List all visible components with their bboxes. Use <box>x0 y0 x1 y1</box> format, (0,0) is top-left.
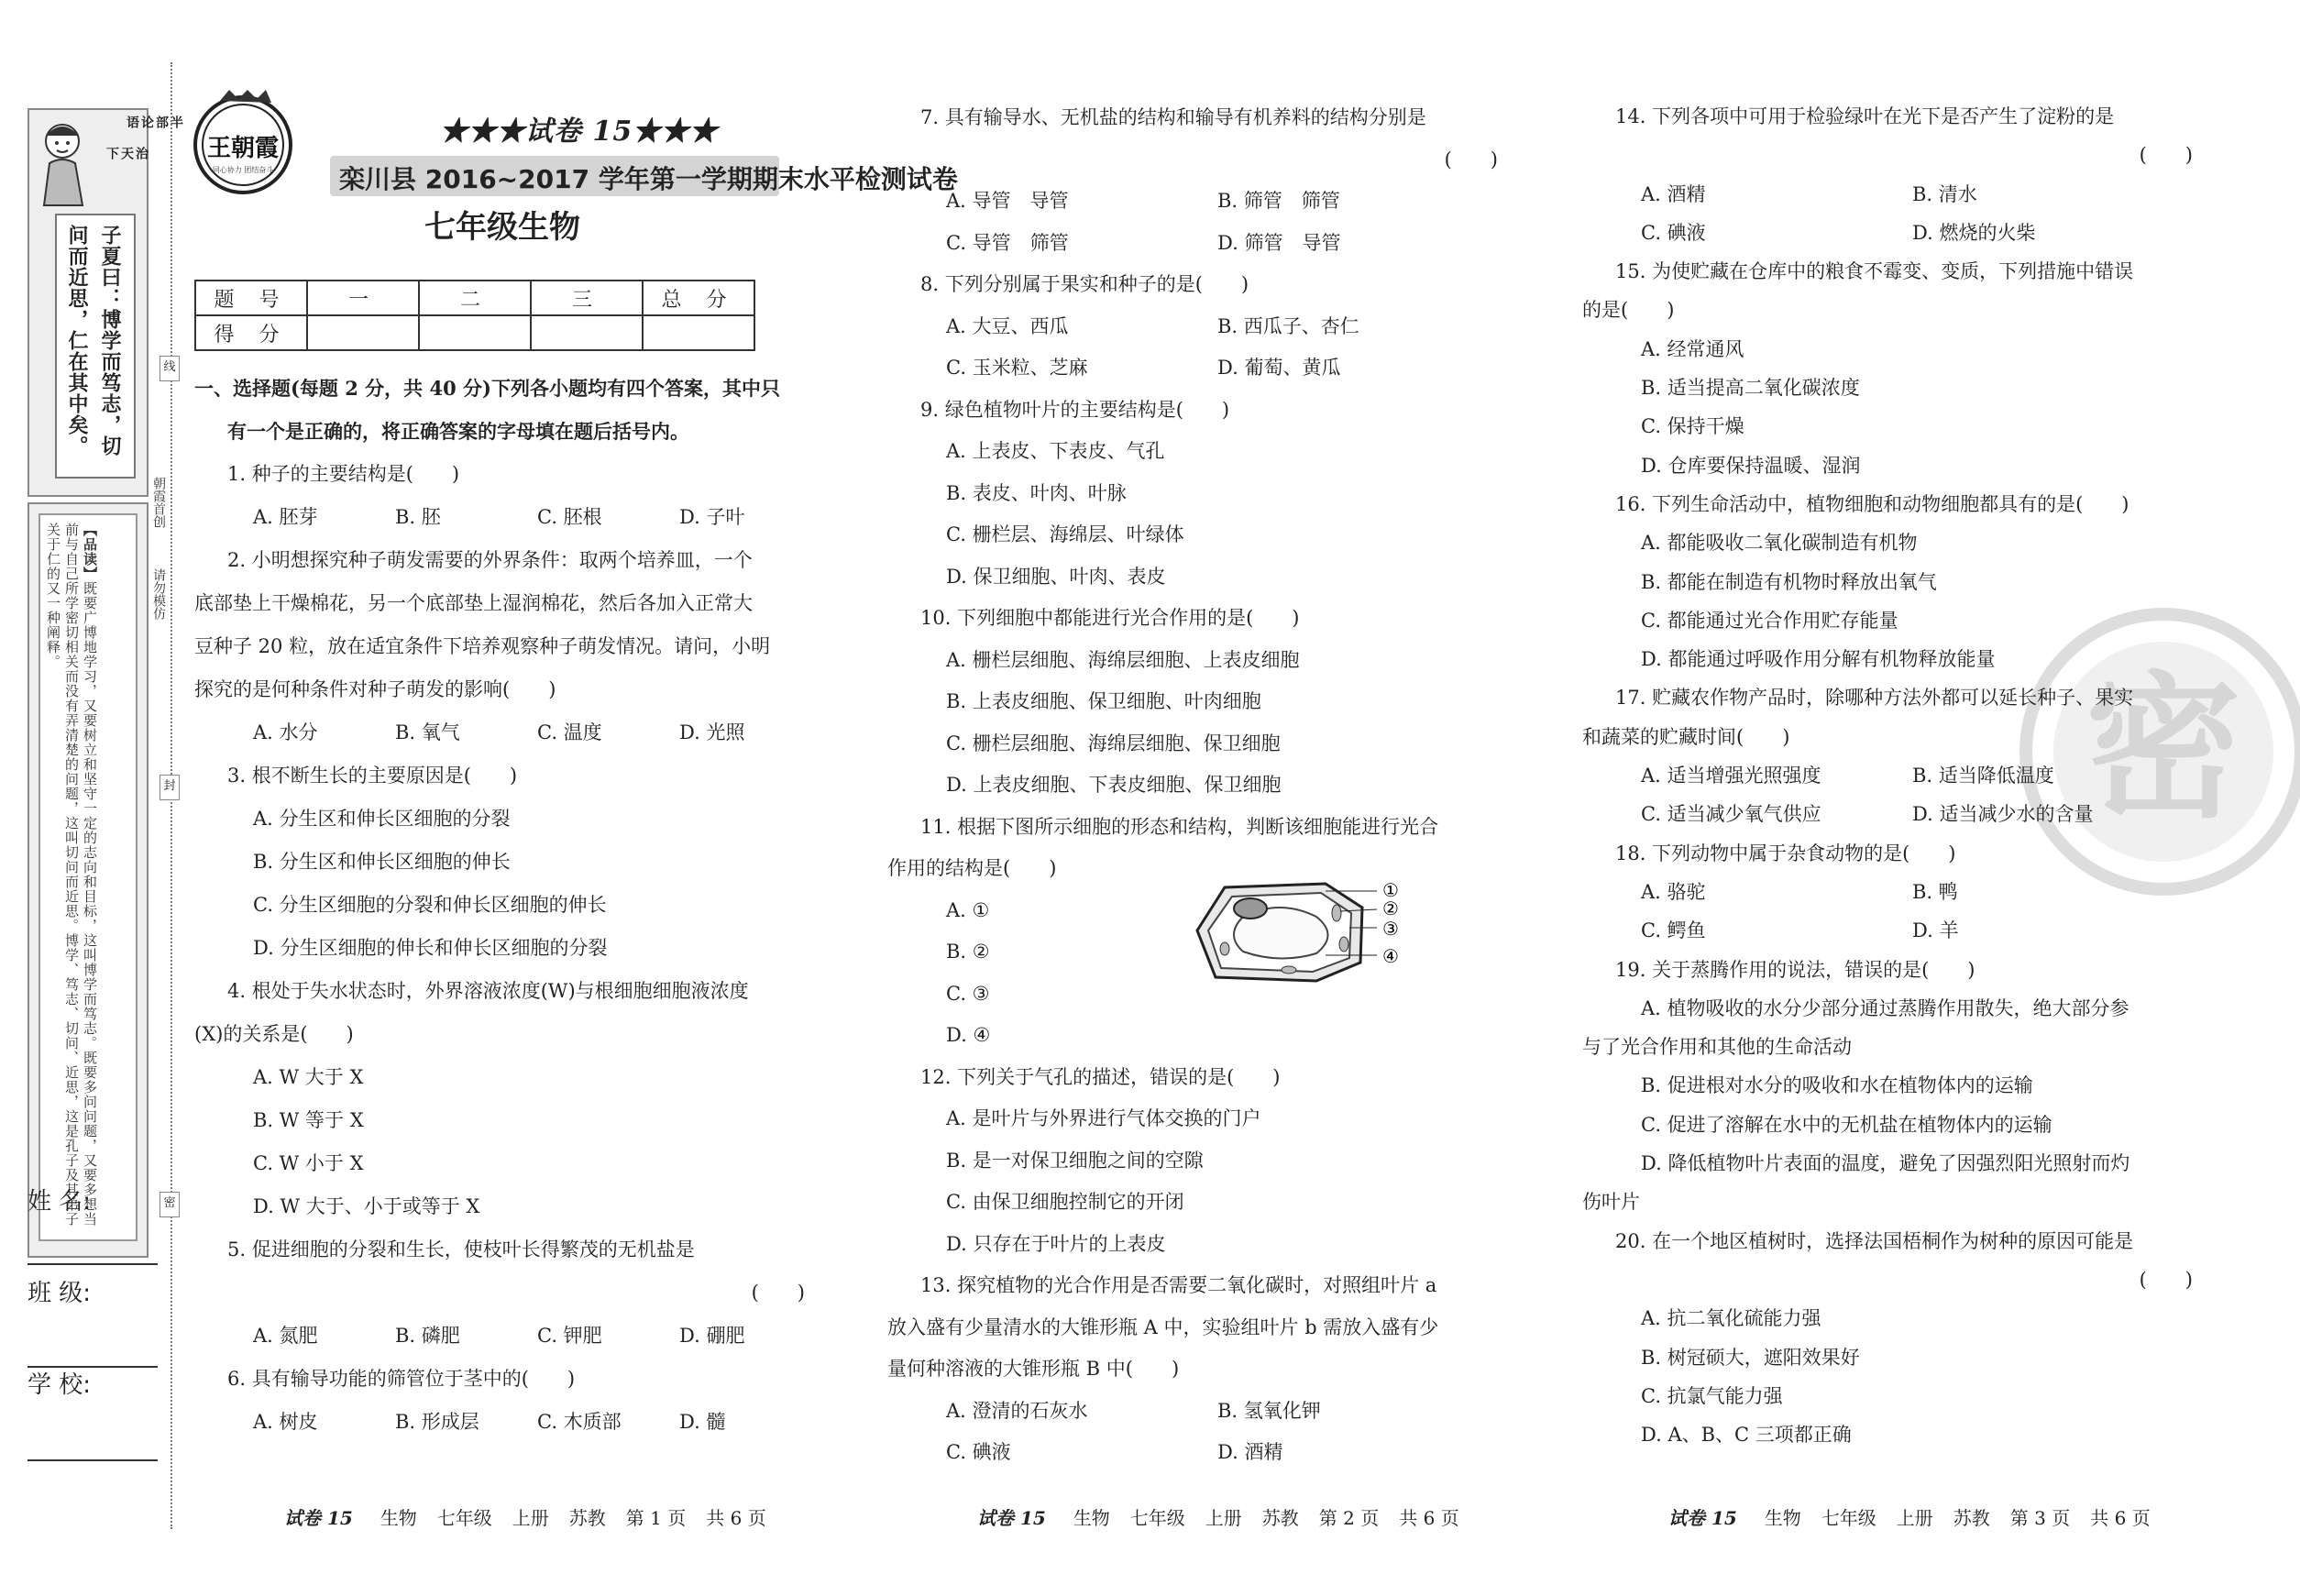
option[interactable]: B. 适当提高二氧化碳浓度 <box>1641 377 1860 400</box>
option[interactable]: D. ④ <box>946 1024 991 1046</box>
option[interactable]: A. 抗二氧化硫能力强 <box>1641 1307 1821 1330</box>
footer-item: 七年级 <box>1821 1507 1876 1529</box>
option[interactable]: D. 髓 <box>679 1411 726 1433</box>
student-info-form <box>28 1183 165 1458</box>
question-20: 20. 在一个地区植树时，选择法国梧桐作为树种的原因可能是 <box>1615 1229 2134 1252</box>
option[interactable]: A. 上表皮、下表皮、气孔 <box>946 440 1165 462</box>
side-note-2: 请勿模仿 <box>151 568 166 620</box>
question-18-options <box>1582 911 2206 950</box>
question-15: 的是( ) <box>1582 299 1675 322</box>
cell-marker-3: ③ <box>1382 918 1399 940</box>
footer-item: 生物 <box>380 1507 417 1529</box>
question-8: 8. 下列分别属于果实和种子的是( ) <box>920 273 1249 295</box>
option[interactable]: A. 都能吸收二氧化碳制造有机物 <box>1641 532 1918 555</box>
question-16: 16. 下列生命活动中，植物细胞和动物细胞都具有的是( ) <box>1615 492 2129 515</box>
option[interactable]: B. W 等于 X <box>253 1109 364 1131</box>
question-15: 15. 为使贮藏在仓库中的粮食不霉变、变质，下列措施中错误 <box>1615 260 2134 283</box>
option[interactable]: C. 适当减少氧气供应 <box>1641 803 1821 826</box>
cut-label-seal: 封 <box>160 775 180 800</box>
question-1: 1. 种子的主要结构是( ) <box>227 463 460 485</box>
question-17-options <box>1582 756 2206 795</box>
cell-marker-1: ① <box>1382 880 1399 901</box>
motto-box <box>55 214 136 479</box>
column-1 <box>194 367 818 1444</box>
question-5-options <box>194 1315 818 1358</box>
section-heading: 一、选择题(每题 2 分，共 40 分)下列各小题均有四个答案，其中只 <box>194 377 780 400</box>
question-12: 12. 下列关于气孔的描述，错误的是( ) <box>920 1065 1281 1088</box>
cut-label-line: 线 <box>160 356 180 381</box>
side-title-2: 治天下 <box>105 147 149 160</box>
option[interactable]: D. 保卫细胞、叶肉、表皮 <box>946 565 1166 588</box>
option[interactable]: B. 形成层 <box>395 1411 479 1433</box>
option[interactable]: B. 是一对保卫细胞之间的空隙 <box>946 1149 1204 1172</box>
option-continued: 伤叶片 <box>1582 1191 1640 1214</box>
question-5: 5. 促进细胞的分裂和生长，使枝叶长得繁茂的无机盐是 <box>227 1238 695 1260</box>
question-7-options <box>887 223 1511 265</box>
option[interactable]: A. 树皮 <box>253 1411 318 1433</box>
footer-item: 共 6 页 <box>2090 1507 2151 1529</box>
logo-subtext: 同心协力 团结奋斗 <box>212 166 274 174</box>
option[interactable]: C. 栅栏层细胞、海绵层细胞、保卫细胞 <box>946 732 1281 754</box>
question-17: 和蔬菜的贮藏时间( ) <box>1582 725 1790 748</box>
option-continued: 与了光合作用和其他的生命活动 <box>1582 1036 1852 1059</box>
question-2: 底部垫上干燥棉花，另一个底部垫上湿润棉花，然后各加入正常大 <box>194 592 753 614</box>
option[interactable]: B. 筛管 筛管 <box>1217 190 1340 212</box>
footer-title: 试卷 15 <box>1668 1507 1737 1529</box>
column-2 <box>887 97 1511 1474</box>
option[interactable]: A. 酒精 <box>1641 182 1706 205</box>
option[interactable]: A. 澄清的石灰水 <box>946 1399 1088 1422</box>
footer-item: 生物 <box>1073 1507 1110 1529</box>
option[interactable]: D. 都能通过呼吸作用分解有机物释放能量 <box>1641 648 1996 671</box>
option[interactable]: B. 氢氧化钾 <box>1217 1399 1321 1422</box>
option[interactable]: D. 降低植物叶片表面的温度，避免了因强烈阳光照射而灼 <box>1641 1152 2130 1175</box>
option[interactable]: C. 碘液 <box>1641 221 1706 244</box>
name-field[interactable] <box>28 1263 158 1265</box>
option[interactable]: C. ③ <box>946 982 990 1005</box>
option[interactable]: D. 适当减少水的含量 <box>1912 803 2094 826</box>
question-17-options <box>1582 795 2206 833</box>
option[interactable]: D. A、B、C 三项都正确 <box>1641 1424 1852 1447</box>
question-9: 9. 绿色植物叶片的主要结构是( ) <box>920 398 1230 421</box>
footer-item: 七年级 <box>436 1507 492 1529</box>
footer-item: 第 2 页 <box>1318 1507 1380 1529</box>
option[interactable]: A. 是叶片与外界进行气体交换的门户 <box>946 1107 1261 1129</box>
question-11: 作用的结构是( ) <box>887 857 1057 879</box>
question-13: 13. 探究植物的光合作用是否需要二氧化碳时，对照组叶片 a <box>920 1274 1437 1296</box>
option[interactable]: B. 磷肥 <box>395 1325 460 1347</box>
option[interactable]: B. 都能在制造有机物时释放出氧气 <box>1641 570 1937 593</box>
option[interactable]: B. 氧气 <box>395 721 460 743</box>
question-2: 豆种子 20 粒，放在适宜条件下培养观察种子萌发情况。请问，小明 <box>194 635 771 657</box>
score-input[interactable] <box>419 315 531 350</box>
option[interactable]: D. 硼肥 <box>679 1325 745 1347</box>
option[interactable]: B. 西瓜子、杏仁 <box>1217 314 1359 337</box>
question-13-options <box>887 1432 1511 1474</box>
question-13-options <box>887 1391 1511 1433</box>
option[interactable]: B. 鸭 <box>1912 880 1958 903</box>
option[interactable]: C. 都能通过光合作用贮存能量 <box>1641 609 1898 632</box>
option[interactable]: A. 骆驼 <box>1641 880 1706 903</box>
footer-item: 上册 <box>1205 1507 1242 1529</box>
footer-item: 第 3 页 <box>2009 1507 2071 1529</box>
footer-title: 试卷 15 <box>977 1507 1046 1529</box>
option[interactable]: A. 栅栏层细胞、海绵层细胞、上表皮细胞 <box>946 648 1300 671</box>
option[interactable]: D. 光照 <box>679 721 745 743</box>
option[interactable]: A. ① <box>946 898 990 921</box>
option[interactable]: B. ② <box>946 941 990 963</box>
question-14-options <box>1582 175 2206 214</box>
cell-marker-2: ② <box>1382 897 1399 919</box>
question-14: 14. 下列各项中可用于检验绿叶在光下是否产生了淀粉的是 <box>1615 105 2115 127</box>
option[interactable]: D. 仓库要保持温暖、湿润 <box>1641 454 1861 477</box>
option[interactable]: D. 筛管 导管 <box>1217 231 1341 254</box>
score-cell: 一 <box>307 281 419 315</box>
option[interactable]: A. 分生区和伸长区细胞的分裂 <box>253 808 511 830</box>
brand-logo <box>189 88 297 196</box>
option[interactable]: C. 鳄鱼 <box>1641 919 1706 942</box>
score-table-row <box>195 315 754 350</box>
question-2: 探究的是何种条件对种子萌发的影响( ) <box>194 678 556 700</box>
score-cell: 三 <box>531 281 643 315</box>
option[interactable]: D. 子叶 <box>679 506 745 528</box>
question-7: 7. 具有输导水、无机盐的结构和输导有机养料的结构分别是 <box>920 106 1426 128</box>
option[interactable]: A. 氮肥 <box>253 1325 318 1347</box>
option[interactable]: C. 导管 筛管 <box>946 231 1069 254</box>
footer-item: 第 1 页 <box>625 1507 687 1529</box>
score-cell: 二 <box>419 281 531 315</box>
option[interactable]: C. 胚根 <box>537 506 602 528</box>
footer-item: 苏教 <box>1953 1507 1990 1529</box>
pindu-box <box>39 513 138 1241</box>
option[interactable]: A. 水分 <box>253 721 318 743</box>
footer-item: 上册 <box>512 1507 549 1529</box>
option[interactable]: D. 燃烧的火柴 <box>1912 221 2036 244</box>
option[interactable]: B. 胚 <box>395 506 441 528</box>
question-3: 3. 根不断生长的主要原因是( ) <box>227 765 518 787</box>
option[interactable]: A. 植物吸收的水分少部分通过蒸腾作用散失，绝大部分参 <box>1641 996 2129 1019</box>
question-4: (X)的关系是( ) <box>194 1023 354 1045</box>
option[interactable]: D. W 大于、小于或等于 X <box>253 1195 480 1217</box>
option[interactable]: D. 分生区细胞的伸长和伸长区细胞的分裂 <box>253 937 608 959</box>
footer-item: 生物 <box>1764 1507 1801 1529</box>
option[interactable]: B. 树冠硕大，遮阳效果好 <box>1641 1346 1860 1369</box>
footer-item: 苏教 <box>568 1507 606 1529</box>
scholar-illustration <box>33 117 97 209</box>
question-10: 10. 下列细胞中都能进行光合作用的是( ) <box>920 607 1300 629</box>
score-table <box>194 280 755 351</box>
name-label: 姓 名: <box>28 1188 92 1216</box>
footer-item: 苏教 <box>1261 1507 1299 1529</box>
question-6: 6. 具有输导功能的筛管位于茎中的( ) <box>227 1368 576 1390</box>
footer-title: 试卷 15 <box>284 1507 353 1529</box>
side-title-1: 半部论语 <box>125 116 183 128</box>
series-label: ★★★试卷 15★★★ <box>440 116 719 148</box>
option[interactable]: B. 表皮、叶肉、叶脉 <box>946 481 1127 504</box>
option[interactable]: B. 适当降低温度 <box>1912 765 2054 787</box>
option[interactable]: A. 胚芽 <box>253 506 318 528</box>
question-2: 2. 小明想探究种子萌发需要的外界条件：取两个培养皿，一个 <box>227 549 753 571</box>
option[interactable]: C. 钾肥 <box>537 1325 602 1347</box>
option[interactable]: B. 上表皮细胞、保卫细胞、叶肉细胞 <box>946 690 1261 712</box>
score-table-header <box>195 281 754 315</box>
option[interactable]: B. 促进根对水分的吸收和水在植物体内的运输 <box>1641 1074 2033 1097</box>
cut-label-secret: 密 <box>160 1192 180 1217</box>
question-18-options <box>1582 873 2206 911</box>
option[interactable]: D. 羊 <box>1912 919 1959 942</box>
option[interactable]: C. 抗氯气能力强 <box>1641 1384 1783 1407</box>
exam-title: 栾川县 2016~2017 学年第一学期期末水平检测试卷 <box>339 164 958 194</box>
option[interactable]: C. 碘液 <box>946 1441 1011 1463</box>
answer-bracket[interactable]: ( ) <box>1444 148 1498 171</box>
option[interactable]: D. 酒精 <box>1217 1441 1283 1463</box>
option[interactable]: D. 上表皮细胞、下表皮细胞、保卫细胞 <box>946 774 1282 796</box>
score-cell: 总 分 <box>643 281 754 315</box>
score-cell: 题 号 <box>195 281 307 315</box>
question-4: 4. 根处于失水状态时，外界溶液浓度(W)与根细胞细胞液浓度 <box>227 980 749 1002</box>
question-8-options <box>887 306 1511 348</box>
question-18: 18. 下列动物中属于杂食动物的是( ) <box>1615 842 1956 864</box>
page-footer-3 <box>1668 1503 2171 1530</box>
cell-marker-4: ④ <box>1382 945 1399 967</box>
option[interactable]: C. 促进了溶解在水中的无机盐在植物体内的运输 <box>1641 1113 2052 1136</box>
score-cell: 得 分 <box>195 315 307 350</box>
pindu-label: 【品读】 <box>82 523 98 581</box>
footer-item: 共 6 页 <box>706 1507 766 1529</box>
side-note-1: 朝霞首创 <box>151 477 166 528</box>
question-6-options <box>194 1401 818 1444</box>
class-field[interactable] <box>28 1366 158 1368</box>
option[interactable]: A. 适当增强光照强度 <box>1641 765 1821 787</box>
question-7-options <box>887 181 1511 223</box>
option[interactable]: A. 大豆、西瓜 <box>946 314 1069 337</box>
option[interactable]: A. 导管 导管 <box>946 190 1069 212</box>
footer-item: 上册 <box>1896 1507 1933 1529</box>
answer-bracket[interactable]: ( ) <box>2139 144 2193 167</box>
option[interactable]: A. 经常通风 <box>1641 337 1744 360</box>
question-2-options <box>194 711 818 754</box>
option[interactable]: C. 保持干燥 <box>1641 415 1744 438</box>
option[interactable]: B. 清水 <box>1912 182 1977 205</box>
answer-bracket[interactable]: ( ) <box>2139 1268 2193 1291</box>
option[interactable]: B. 分生区和伸长区细胞的伸长 <box>253 851 511 873</box>
score-input[interactable] <box>643 315 754 350</box>
question-8-options <box>887 347 1511 390</box>
question-13: 量何种溶液的大锥形瓶 B 中( ) <box>887 1358 1180 1380</box>
question-17: 17. 贮藏农作物产品时，除哪种方法外都可以延长种子、果实 <box>1615 687 2134 710</box>
option[interactable]: C. 栅栏层、海绵层、叶绿体 <box>946 523 1184 545</box>
question-14-options <box>1582 214 2206 252</box>
option[interactable]: C. W 小于 X <box>253 1152 364 1174</box>
logo-text: 王朝霞 <box>206 135 280 162</box>
school-label: 学 校: <box>28 1371 92 1399</box>
option[interactable]: D. 葡萄、黄瓜 <box>1217 357 1341 379</box>
option[interactable]: D. 只存在于叶片的上表皮 <box>946 1232 1166 1255</box>
option[interactable]: A. W 大于 X <box>253 1066 364 1088</box>
page-footer-2 <box>977 1503 1480 1530</box>
option[interactable]: C. 温度 <box>537 721 602 743</box>
section-heading: 有一个是正确的，将正确答案的字母填在题后括号内。 <box>227 420 689 443</box>
score-input[interactable] <box>307 315 419 350</box>
column-3 <box>1582 97 2206 1454</box>
score-input[interactable] <box>531 315 643 350</box>
motto-text: 子夏曰：博学而笃志，切问而近思，仁在其中矣。 <box>65 225 122 457</box>
question-13: 放入盛有少量清水的大锥形瓶 A 中，实验组叶片 b 需放入盛有少 <box>887 1315 1439 1338</box>
footer-item: 共 6 页 <box>1399 1507 1459 1529</box>
option[interactable]: C. 木质部 <box>537 1411 622 1433</box>
question-1-options <box>194 496 818 539</box>
watermark-char: 密 <box>2085 656 2242 840</box>
question-11: 11. 根据下图所示细胞的形态和结构，判断该细胞能进行光合 <box>920 815 1439 838</box>
subject-title: 七年级生物 <box>424 209 580 246</box>
footer-item: 七年级 <box>1129 1507 1185 1529</box>
question-19: 19. 关于蒸腾作用的说法，错误的是( ) <box>1615 958 1975 981</box>
option[interactable]: C. 由保卫细胞控制它的开闭 <box>946 1191 1184 1213</box>
plant-cell-diagram <box>1188 880 1417 985</box>
option[interactable]: C. 玉米粒、芝麻 <box>946 357 1088 379</box>
page-footer-1 <box>284 1503 787 1530</box>
school-field[interactable] <box>28 1459 158 1461</box>
answer-bracket[interactable]: ( ) <box>751 1282 805 1304</box>
pindu-text: 既要广博地学习，又要树立和坚守一定的志向和目标，这叫博学而笃志。既要多问问题，又要多想当前与自己所学密切相关而没有弄清楚的问题，这叫切问而近思。博学、笃志、切问、近思，这是孔子及其弟子关于仁的又一种阐释。 <box>45 523 98 1227</box>
class-label: 班 级: <box>28 1280 92 1307</box>
option[interactable]: C. 分生区细胞的分裂和伸长区细胞的伸长 <box>253 894 607 916</box>
